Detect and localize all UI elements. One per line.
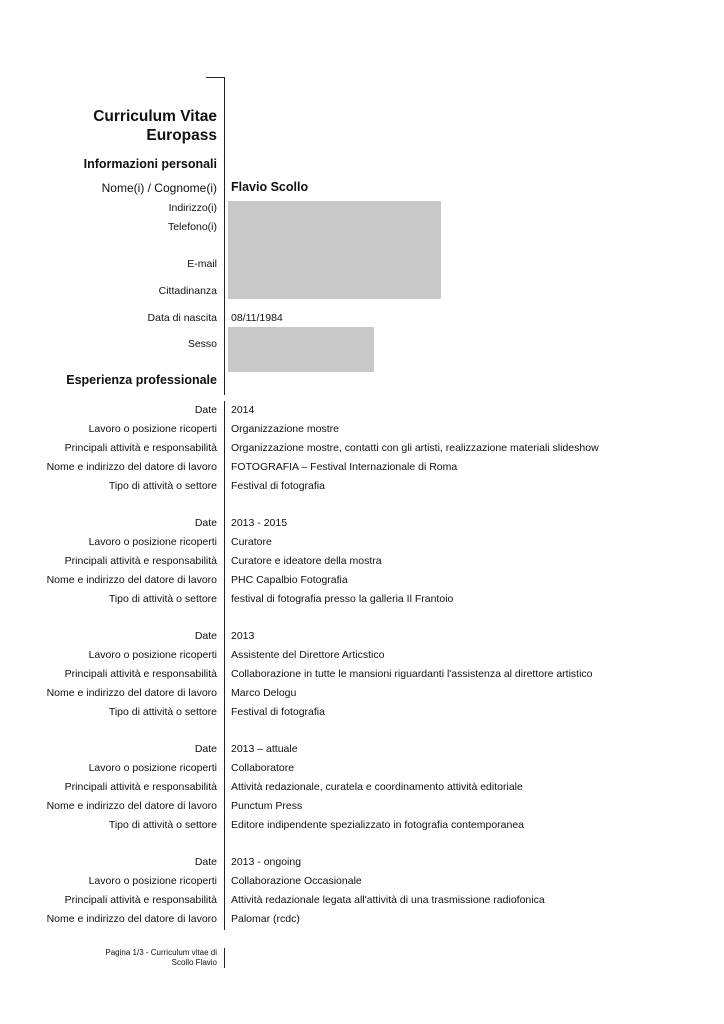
experience-date-value: 2014 (231, 404, 255, 416)
experience-sector-value: Editore indipendente spezializzato in fotografia contemporanea (231, 819, 525, 831)
redacted-block (228, 327, 374, 372)
experience-activities-value: Curatore e ideatore della mostra (231, 555, 382, 567)
experience-role-value: Collaboratore (231, 762, 295, 774)
name-label: Nome(i) / Cognome(i) (101, 181, 217, 195)
sex-label: Sesso (187, 338, 217, 350)
experience-date-label: Date (194, 743, 217, 755)
experience-activities-value: Collaborazione in tutte le mansioni riguardanti l'assistenza al direttore artistico (231, 668, 593, 680)
page-footer (77, 948, 217, 968)
experience-employer-value: Punctum Press (231, 800, 303, 812)
experience-activities-value: Attività redazionale, curatela e coordinamento attività editoriale (231, 781, 523, 793)
experience-sector-value: festival di fotografia presso la galleria Il Frantoio (231, 593, 454, 605)
experience-date-value: 2013 - ongoing (231, 856, 302, 868)
footer-line-1: Pagina 1/3 - Curriculum vitae di (105, 948, 217, 957)
title-line-2: Europass (146, 127, 217, 144)
experience-employer-label: Nome e indirizzo del datore di lavoro (46, 461, 217, 473)
footer-line-2: Scollo Flavio (171, 958, 217, 967)
experience-role-value: Collaborazione Occasionale (231, 875, 362, 887)
experience-activities-label: Principali attività e responsabilità (64, 668, 217, 680)
experience-sector-value: Festival di fotografia (231, 480, 325, 492)
experience-employer-label: Nome e indirizzo del datore di lavoro (46, 800, 217, 812)
email-label: E-mail (187, 258, 217, 270)
experience-date-label: Date (194, 404, 217, 416)
citizenship-label: Cittadinanza (158, 285, 217, 297)
experience-employer-value: Palomar (rcdc) (231, 913, 300, 925)
column-divider (224, 77, 225, 395)
header-rule (206, 77, 225, 78)
experience-employer-value: PHC Capalbio Fotografia (231, 574, 348, 586)
experience-activities-label: Principali attività e responsabilità (64, 555, 217, 567)
experience-date-label: Date (194, 517, 217, 529)
experience-role-value: Organizzazione mostre (231, 423, 339, 435)
experience-activities-value: Attività redazionale legata all'attività di una trasmissione radiofonica (231, 894, 545, 906)
redacted-block (228, 201, 441, 299)
experience-sector-label: Tipo di attività o settore (108, 819, 217, 831)
experience-employer-label: Nome e indirizzo del datore di lavoro (46, 574, 217, 586)
experience-activities-label: Principali attività e responsabilità (64, 781, 217, 793)
experience-role-label: Lavoro o posizione ricoperti (88, 423, 217, 435)
experience-activities-label: Principali attività e responsabilità (64, 442, 217, 454)
experience-date-value: 2013 (231, 630, 255, 642)
section-personal-info: Informazioni personali (83, 157, 217, 171)
birth-label: Data di nascita (147, 312, 217, 324)
experience-role-label: Lavoro o posizione ricoperti (88, 875, 217, 887)
experience-date-value: 2013 – attuale (231, 743, 298, 755)
experience-employer-value: FOTOGRAFIA – Festival Internazionale di Roma (231, 461, 458, 473)
experience-role-label: Lavoro o posizione ricoperti (88, 536, 217, 548)
experience-sector-label: Tipo di attività o settore (108, 480, 217, 492)
experience-employer-label: Nome e indirizzo del datore di lavoro (46, 687, 217, 699)
phone-label: Telefono(i) (167, 221, 217, 233)
experience-date-label: Date (194, 856, 217, 868)
experience-role-value: Curatore (231, 536, 272, 548)
experience-date-label: Date (194, 630, 217, 642)
birth-value: 08/11/1984 (231, 312, 283, 324)
title-line-1: Curriculum Vitae (93, 108, 217, 125)
experience-employer-value: Marco Delogu (231, 687, 297, 699)
name-value: Flavio Scollo (231, 180, 309, 194)
footer-divider (224, 948, 225, 968)
address-label: Indirizzo(i) (168, 202, 217, 214)
experience-sector-label: Tipo di attività o settore (108, 706, 217, 718)
page-title (17, 107, 217, 145)
experience-sector-value: Festival di fotografia (231, 706, 325, 718)
experience-role-value: Assistente del Direttore Articstico (231, 649, 385, 661)
column-divider (224, 401, 225, 930)
section-experience: Esperienza professionale (66, 373, 217, 387)
experience-sector-label: Tipo di attività o settore (108, 593, 217, 605)
experience-role-label: Lavoro o posizione ricoperti (88, 762, 217, 774)
experience-role-label: Lavoro o posizione ricoperti (88, 649, 217, 661)
experience-activities-label: Principali attività e responsabilità (64, 894, 217, 906)
experience-activities-value: Organizzazione mostre, contatti con gli artisti, realizzazione materiali slideshow (231, 442, 599, 454)
experience-date-value: 2013 - 2015 (231, 517, 288, 529)
experience-employer-label: Nome e indirizzo del datore di lavoro (46, 913, 217, 925)
